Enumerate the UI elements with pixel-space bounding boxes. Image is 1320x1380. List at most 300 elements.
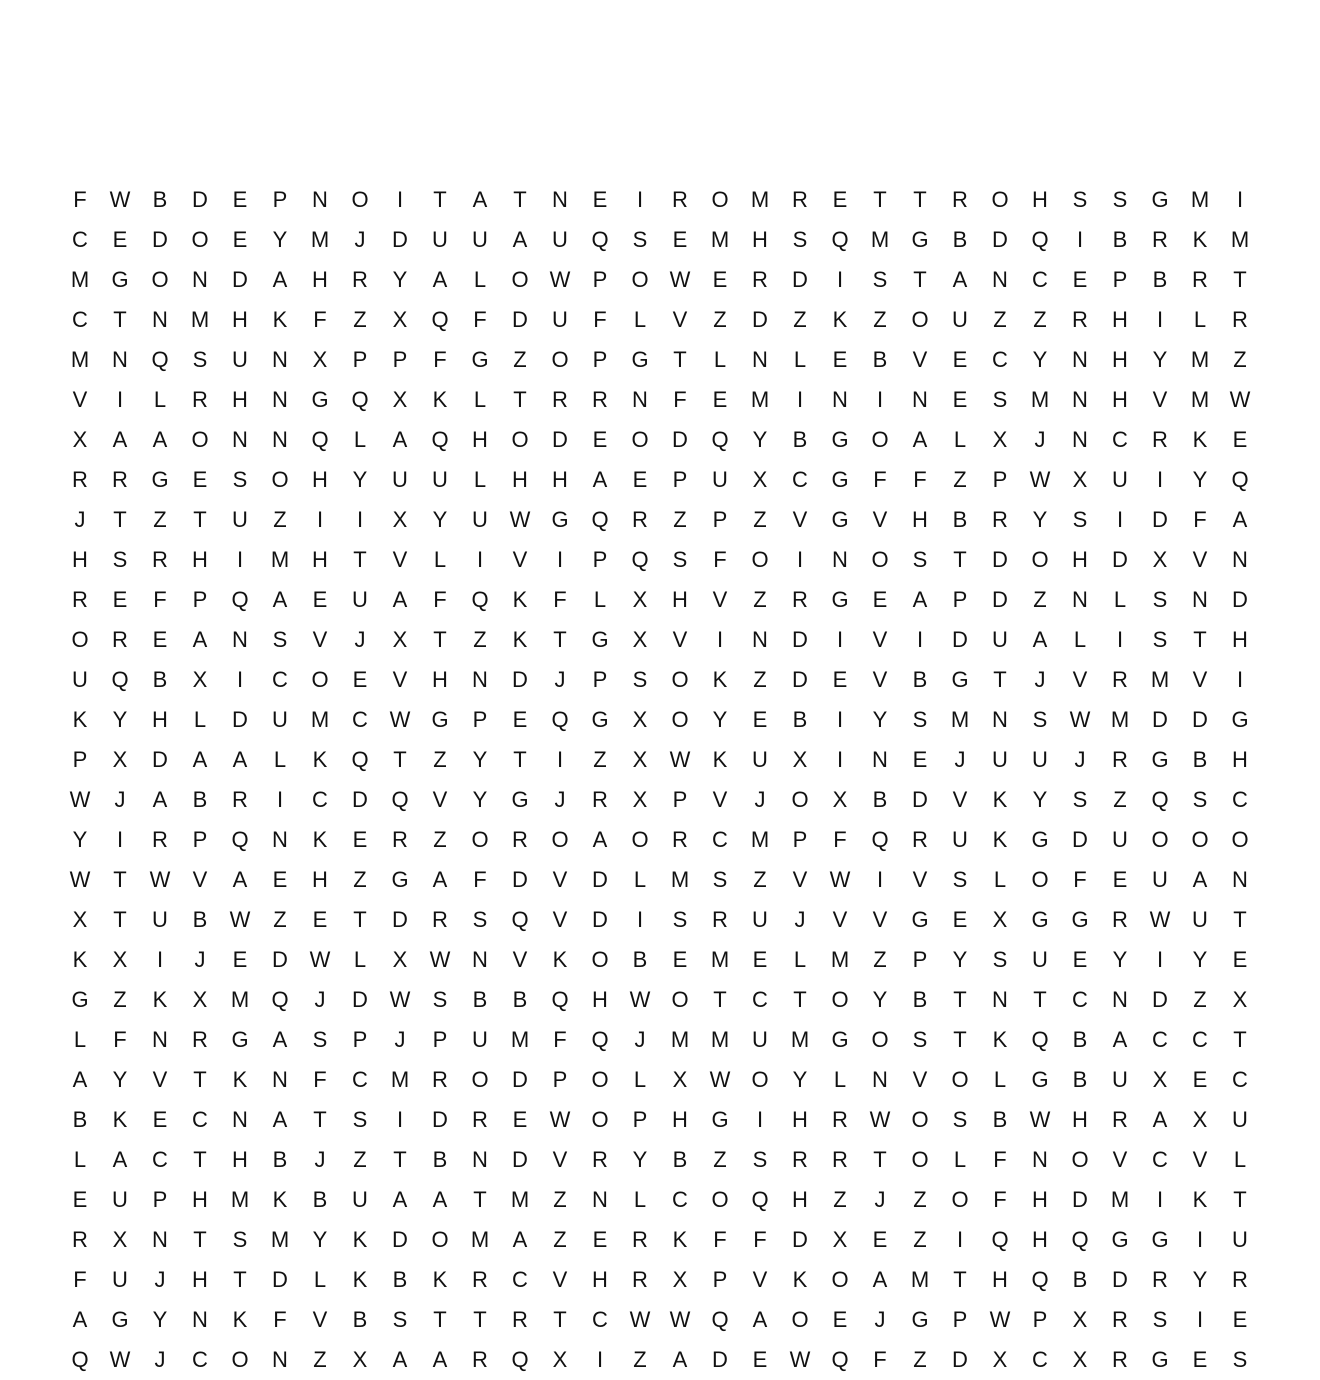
letter-cell[interactable]: R — [1192, 267, 1208, 292]
letter-cell[interactable]: L — [1193, 307, 1207, 332]
letter-cell[interactable]: G — [1231, 707, 1249, 732]
letter-cell[interactable]: O — [471, 1067, 489, 1092]
letter-cell[interactable]: L — [313, 1267, 327, 1292]
letter-cell[interactable]: W — [1069, 707, 1091, 732]
letter-cell[interactable]: H — [1232, 747, 1248, 772]
letter-cell[interactable]: Q — [711, 1307, 729, 1332]
letter-cell[interactable]: O — [871, 1027, 889, 1052]
letter-cell[interactable]: U — [992, 747, 1008, 772]
letter-cell[interactable]: H — [1072, 1107, 1088, 1132]
letter-cell[interactable]: V — [792, 867, 808, 892]
letter-cell[interactable]: R — [472, 1347, 488, 1372]
letter-cell[interactable]: A — [392, 587, 408, 612]
letter-cell[interactable]: N — [272, 347, 288, 372]
letter-cell[interactable]: E — [112, 227, 128, 252]
letter-cell[interactable]: I — [156, 947, 164, 972]
letter-cell[interactable]: N — [152, 1027, 168, 1052]
letter-cell[interactable]: N — [192, 1307, 208, 1332]
letter-cell[interactable]: N — [992, 707, 1008, 732]
letter-cell[interactable]: P — [592, 267, 608, 292]
letter-cell[interactable]: R — [512, 1307, 528, 1332]
letter-cell[interactable]: E — [712, 267, 728, 292]
letter-cell[interactable]: G — [391, 867, 409, 892]
letter-cell[interactable]: Z — [1193, 987, 1207, 1012]
letter-cell[interactable]: T — [433, 187, 447, 212]
letter-cell[interactable]: K — [512, 627, 528, 652]
letter-cell[interactable]: M — [870, 227, 890, 252]
letter-cell[interactable]: N — [752, 347, 768, 372]
letter-cell[interactable]: J — [554, 787, 566, 812]
letter-cell[interactable]: C — [752, 987, 768, 1012]
letter-cell[interactable]: V — [872, 507, 888, 532]
letter-cell[interactable]: J — [394, 1027, 406, 1052]
letter-cell[interactable]: T — [673, 347, 687, 372]
letter-cell[interactable]: P — [192, 827, 208, 852]
letter-cell[interactable]: G — [631, 347, 649, 372]
letter-cell[interactable]: B — [912, 987, 928, 1012]
letter-cell[interactable]: O — [671, 667, 689, 692]
letter-cell[interactable]: H — [312, 547, 328, 572]
letter-cell[interactable]: X — [1232, 987, 1248, 1012]
letter-cell[interactable]: F — [993, 1187, 1007, 1212]
letter-cell[interactable]: P — [952, 587, 968, 612]
letter-cell[interactable]: N — [992, 987, 1008, 1012]
letter-cell[interactable]: F — [73, 187, 87, 212]
letter-cell[interactable]: O — [831, 987, 849, 1012]
letter-cell[interactable]: D — [1072, 827, 1088, 852]
letter-cell[interactable]: V — [792, 507, 808, 532]
letter-cell[interactable]: N — [272, 427, 288, 452]
letter-cell[interactable]: Z — [913, 1347, 927, 1372]
letter-cell[interactable]: Q — [551, 707, 569, 732]
letter-cell[interactable]: B — [952, 227, 968, 252]
letter-cell[interactable]: S — [952, 867, 968, 892]
letter-cell[interactable]: F — [753, 1227, 767, 1252]
letter-cell[interactable]: J — [954, 747, 966, 772]
letter-cell[interactable]: J — [354, 227, 366, 252]
letter-cell[interactable]: P — [952, 1307, 968, 1332]
letter-cell[interactable]: O — [951, 1067, 969, 1092]
letter-cell[interactable]: D — [1192, 707, 1208, 732]
letter-cell[interactable]: C — [1192, 1027, 1208, 1052]
letter-cell[interactable]: M — [510, 1027, 530, 1052]
letter-cell[interactable]: O — [1231, 827, 1249, 852]
letter-cell[interactable]: A — [1152, 1107, 1168, 1132]
letter-cell[interactable]: P — [192, 587, 208, 612]
letter-cell[interactable]: I — [716, 627, 724, 652]
letter-cell[interactable]: A — [392, 1347, 408, 1372]
letter-cell[interactable]: D — [392, 1227, 408, 1252]
letter-cell[interactable]: Z — [433, 827, 447, 852]
letter-cell[interactable]: V — [912, 1067, 928, 1092]
letter-cell[interactable]: K — [1192, 227, 1208, 252]
letter-cell[interactable]: O — [911, 1147, 929, 1172]
letter-cell[interactable]: D — [992, 587, 1008, 612]
letter-cell[interactable]: S — [1192, 787, 1208, 812]
letter-cell[interactable]: L — [473, 467, 487, 492]
letter-cell[interactable]: X — [392, 627, 408, 652]
letter-cell[interactable]: N — [592, 1187, 608, 1212]
letter-cell[interactable]: D — [792, 1227, 808, 1252]
letter-cell[interactable]: Q — [1031, 1267, 1049, 1292]
letter-cell[interactable]: Y — [392, 267, 408, 292]
letter-cell[interactable]: D — [352, 787, 368, 812]
letter-cell[interactable]: E — [672, 227, 688, 252]
letter-cell[interactable]: A — [192, 747, 208, 772]
letter-cell[interactable]: Q — [991, 1227, 1009, 1252]
letter-cell[interactable]: X — [632, 707, 648, 732]
letter-cell[interactable]: U — [1112, 467, 1128, 492]
letter-cell[interactable]: R — [832, 1147, 848, 1172]
letter-cell[interactable]: D — [752, 307, 768, 332]
letter-cell[interactable]: T — [113, 507, 127, 532]
letter-cell[interactable]: K — [232, 1067, 248, 1092]
letter-cell[interactable]: H — [912, 507, 928, 532]
letter-cell[interactable]: I — [1236, 187, 1244, 212]
letter-cell[interactable]: V — [832, 907, 848, 932]
letter-cell[interactable]: E — [1192, 1067, 1208, 1092]
letter-cell[interactable]: U — [472, 507, 488, 532]
letter-cell[interactable]: K — [992, 1027, 1008, 1052]
letter-cell[interactable]: J — [154, 1267, 166, 1292]
letter-cell[interactable]: X — [112, 1227, 128, 1252]
letter-cell[interactable]: C — [1032, 1347, 1048, 1372]
letter-cell[interactable]: M — [1230, 227, 1250, 252]
letter-cell[interactable]: F — [73, 1267, 87, 1292]
letter-cell[interactable]: K — [152, 987, 168, 1012]
letter-cell[interactable]: E — [632, 467, 648, 492]
letter-cell[interactable]: J — [634, 1027, 646, 1052]
letter-cell[interactable]: N — [832, 547, 848, 572]
letter-cell[interactable]: S — [1232, 1347, 1248, 1372]
letter-cell[interactable]: V — [152, 1067, 168, 1092]
letter-cell[interactable]: K — [992, 787, 1008, 812]
letter-cell[interactable]: M — [910, 1267, 930, 1292]
letter-cell[interactable]: K — [432, 387, 448, 412]
letter-cell[interactable]: Q — [591, 507, 609, 532]
letter-cell[interactable]: X — [112, 947, 128, 972]
letter-cell[interactable]: K — [1192, 427, 1208, 452]
letter-cell[interactable]: I — [396, 187, 404, 212]
letter-cell[interactable]: L — [273, 747, 287, 772]
letter-cell[interactable]: S — [232, 467, 248, 492]
letter-cell[interactable]: I — [1156, 947, 1164, 972]
letter-cell[interactable]: Y — [72, 827, 88, 852]
letter-cell[interactable]: X — [392, 307, 408, 332]
letter-cell[interactable]: M — [710, 227, 730, 252]
letter-cell[interactable]: Y — [1192, 1267, 1208, 1292]
letter-cell[interactable]: T — [553, 1307, 567, 1332]
letter-cell[interactable]: Q — [71, 1347, 89, 1372]
letter-cell[interactable]: O — [1071, 1147, 1089, 1172]
letter-cell[interactable]: O — [1031, 867, 1049, 892]
letter-cell[interactable]: B — [312, 1187, 328, 1212]
letter-cell[interactable]: D — [512, 867, 528, 892]
letter-cell[interactable]: U — [1032, 747, 1048, 772]
letter-cell[interactable]: P — [672, 467, 688, 492]
letter-cell[interactable]: E — [832, 667, 848, 692]
letter-cell[interactable]: O — [751, 547, 769, 572]
letter-cell[interactable]: Z — [713, 1147, 727, 1172]
letter-cell[interactable]: M — [510, 1187, 530, 1212]
letter-cell[interactable]: Q — [1231, 467, 1249, 492]
letter-cell[interactable]: E — [712, 387, 728, 412]
letter-cell[interactable]: E — [1192, 1347, 1208, 1372]
letter-cell[interactable]: G — [831, 507, 849, 532]
letter-cell[interactable]: H — [792, 1187, 808, 1212]
letter-cell[interactable]: I — [556, 747, 564, 772]
letter-cell[interactable]: C — [72, 307, 88, 332]
letter-cell[interactable]: I — [1076, 227, 1084, 252]
letter-cell[interactable]: Q — [871, 827, 889, 852]
letter-cell[interactable]: A — [112, 1147, 128, 1172]
letter-cell[interactable]: O — [271, 467, 289, 492]
letter-cell[interactable]: G — [231, 1027, 249, 1052]
letter-cell[interactable]: H — [232, 307, 248, 332]
letter-cell[interactable]: L — [633, 1187, 647, 1212]
letter-cell[interactable]: J — [314, 987, 326, 1012]
letter-cell[interactable]: U — [752, 747, 768, 772]
letter-cell[interactable]: G — [591, 707, 609, 732]
letter-cell[interactable]: P — [592, 667, 608, 692]
letter-cell[interactable]: S — [712, 867, 728, 892]
letter-cell[interactable]: Y — [312, 1227, 328, 1252]
letter-cell[interactable]: Y — [352, 467, 368, 492]
letter-cell[interactable]: X — [1192, 1107, 1208, 1132]
letter-cell[interactable]: N — [872, 1067, 888, 1092]
letter-cell[interactable]: D — [192, 187, 208, 212]
letter-cell[interactable]: H — [792, 1107, 808, 1132]
letter-cell[interactable]: T — [353, 907, 367, 932]
letter-cell[interactable]: T — [873, 1147, 887, 1172]
letter-cell[interactable]: E — [912, 747, 928, 772]
letter-cell[interactable]: U — [72, 667, 88, 692]
letter-cell[interactable]: P — [1112, 267, 1128, 292]
letter-cell[interactable]: H — [312, 267, 328, 292]
letter-cell[interactable]: W — [509, 507, 531, 532]
letter-cell[interactable]: N — [1192, 587, 1208, 612]
letter-cell[interactable]: X — [1072, 467, 1088, 492]
letter-cell[interactable]: L — [1233, 1147, 1247, 1172]
letter-cell[interactable]: P — [1032, 1307, 1048, 1332]
letter-cell[interactable]: D — [1112, 547, 1128, 572]
letter-cell[interactable]: X — [112, 747, 128, 772]
letter-cell[interactable]: Y — [872, 707, 888, 732]
letter-cell[interactable]: S — [672, 907, 688, 932]
letter-cell[interactable]: M — [670, 867, 690, 892]
letter-cell[interactable]: G — [911, 907, 929, 932]
letter-cell[interactable]: A — [232, 747, 248, 772]
letter-cell[interactable]: D — [552, 427, 568, 452]
letter-cell[interactable]: I — [836, 627, 844, 652]
letter-cell[interactable]: Z — [913, 1227, 927, 1252]
letter-cell[interactable]: U — [352, 1187, 368, 1212]
letter-cell[interactable]: Q — [351, 747, 369, 772]
letter-cell[interactable]: O — [191, 227, 209, 252]
letter-cell[interactable]: V — [1152, 387, 1168, 412]
letter-cell[interactable]: A — [432, 1347, 448, 1372]
letter-cell[interactable]: M — [710, 1027, 730, 1052]
letter-cell[interactable]: L — [73, 1147, 87, 1172]
letter-cell[interactable]: X — [672, 1267, 688, 1292]
letter-cell[interactable]: V — [392, 547, 408, 572]
letter-cell[interactable]: T — [353, 547, 367, 572]
letter-cell[interactable]: Y — [712, 707, 728, 732]
letter-cell[interactable]: T — [433, 627, 447, 652]
letter-cell[interactable]: V — [912, 867, 928, 892]
letter-cell[interactable]: E — [272, 867, 288, 892]
letter-cell[interactable]: Q — [511, 1347, 529, 1372]
letter-cell[interactable]: G — [111, 1307, 129, 1332]
letter-cell[interactable]: B — [1072, 1267, 1088, 1292]
letter-cell[interactable]: B — [152, 667, 168, 692]
letter-cell[interactable]: C — [1072, 987, 1088, 1012]
letter-cell[interactable]: B — [1112, 227, 1128, 252]
letter-cell[interactable]: R — [992, 507, 1008, 532]
letter-cell[interactable]: D — [512, 307, 528, 332]
letter-cell[interactable]: S — [912, 707, 928, 732]
letter-cell[interactable]: B — [1072, 1027, 1088, 1052]
letter-cell[interactable]: M — [470, 1227, 490, 1252]
letter-cell[interactable]: Z — [473, 627, 487, 652]
letter-cell[interactable]: R — [912, 827, 928, 852]
letter-cell[interactable]: O — [711, 1187, 729, 1212]
letter-cell[interactable]: P — [912, 947, 928, 972]
letter-cell[interactable]: P — [272, 187, 288, 212]
letter-cell[interactable]: C — [152, 1147, 168, 1172]
letter-cell[interactable]: R — [1232, 1267, 1248, 1292]
letter-cell[interactable]: C — [1232, 787, 1248, 812]
letter-cell[interactable]: S — [472, 907, 488, 932]
letter-cell[interactable]: C — [1112, 427, 1128, 452]
letter-cell[interactable]: R — [1112, 907, 1128, 932]
letter-cell[interactable]: L — [713, 347, 727, 372]
letter-cell[interactable]: D — [792, 667, 808, 692]
letter-cell[interactable]: C — [192, 1347, 208, 1372]
letter-cell[interactable]: O — [591, 947, 609, 972]
letter-cell[interactable]: H — [1032, 1187, 1048, 1212]
letter-cell[interactable]: Q — [1031, 227, 1049, 252]
letter-cell[interactable]: X — [192, 987, 208, 1012]
letter-cell[interactable]: Y — [1112, 947, 1128, 972]
letter-cell[interactable]: M — [750, 827, 770, 852]
letter-cell[interactable]: Q — [351, 387, 369, 412]
letter-cell[interactable]: W — [989, 1307, 1011, 1332]
letter-cell[interactable]: K — [112, 1107, 128, 1132]
letter-cell[interactable]: M — [310, 227, 330, 252]
letter-cell[interactable]: O — [511, 427, 529, 452]
letter-cell[interactable]: S — [392, 1307, 408, 1332]
letter-cell[interactable]: N — [752, 627, 768, 652]
letter-cell[interactable]: Q — [231, 587, 249, 612]
letter-cell[interactable]: R — [472, 1267, 488, 1292]
letter-cell[interactable]: Y — [1032, 347, 1048, 372]
letter-cell[interactable]: O — [631, 427, 649, 452]
letter-cell[interactable]: E — [832, 187, 848, 212]
letter-cell[interactable]: V — [312, 627, 328, 652]
letter-cell[interactable]: E — [872, 587, 888, 612]
letter-cell[interactable]: K — [272, 307, 288, 332]
letter-cell[interactable]: R — [592, 787, 608, 812]
letter-cell[interactable]: V — [432, 787, 448, 812]
letter-cell[interactable]: J — [1034, 667, 1046, 692]
letter-cell[interactable]: K — [992, 827, 1008, 852]
letter-cell[interactable]: F — [673, 387, 687, 412]
letter-cell[interactable]: Z — [113, 987, 127, 1012]
letter-cell[interactable]: G — [1151, 747, 1169, 772]
letter-cell[interactable]: X — [632, 787, 648, 812]
letter-cell[interactable]: G — [551, 507, 569, 532]
letter-cell[interactable]: U — [112, 1187, 128, 1212]
letter-cell[interactable]: W — [109, 187, 131, 212]
letter-cell[interactable]: T — [113, 907, 127, 932]
letter-cell[interactable]: E — [1072, 267, 1088, 292]
letter-cell[interactable]: S — [872, 267, 888, 292]
letter-cell[interactable]: W — [549, 267, 571, 292]
letter-cell[interactable]: H — [192, 1187, 208, 1212]
letter-cell[interactable]: N — [1072, 347, 1088, 372]
letter-cell[interactable]: Q — [1031, 1027, 1049, 1052]
letter-cell[interactable]: R — [1112, 667, 1128, 692]
letter-cell[interactable]: B — [952, 507, 968, 532]
letter-cell[interactable]: Z — [753, 587, 767, 612]
letter-cell[interactable]: C — [272, 667, 288, 692]
letter-cell[interactable]: K — [352, 1267, 368, 1292]
letter-cell[interactable]: N — [1072, 387, 1088, 412]
letter-cell[interactable]: E — [152, 627, 168, 652]
letter-cell[interactable]: S — [112, 547, 128, 572]
letter-cell[interactable]: U — [1232, 1227, 1248, 1252]
letter-cell[interactable]: R — [832, 1107, 848, 1132]
letter-cell[interactable]: O — [431, 1227, 449, 1252]
letter-cell[interactable]: B — [392, 1267, 408, 1292]
letter-cell[interactable]: K — [832, 307, 848, 332]
letter-cell[interactable]: R — [152, 547, 168, 572]
letter-cell[interactable]: E — [872, 1227, 888, 1252]
letter-cell[interactable]: S — [232, 1227, 248, 1252]
letter-cell[interactable]: L — [993, 1067, 1007, 1092]
letter-cell[interactable]: O — [351, 187, 369, 212]
letter-cell[interactable]: Q — [231, 827, 249, 852]
letter-cell[interactable]: P — [592, 347, 608, 372]
letter-cell[interactable]: M — [1030, 387, 1050, 412]
letter-cell[interactable]: Z — [793, 307, 807, 332]
letter-cell[interactable]: X — [992, 427, 1008, 452]
letter-cell[interactable]: R — [712, 907, 728, 932]
letter-cell[interactable]: B — [912, 667, 928, 692]
letter-cell[interactable]: D — [432, 1107, 448, 1132]
letter-cell[interactable]: A — [1232, 507, 1248, 532]
letter-cell[interactable]: T — [513, 387, 527, 412]
letter-cell[interactable]: L — [793, 347, 807, 372]
letter-cell[interactable]: R — [432, 907, 448, 932]
letter-cell[interactable]: U — [432, 227, 448, 252]
letter-cell[interactable]: G — [1031, 1067, 1049, 1092]
letter-cell[interactable]: B — [992, 1107, 1008, 1132]
letter-cell[interactable]: S — [952, 1107, 968, 1132]
letter-cell[interactable]: T — [113, 307, 127, 332]
letter-cell[interactable]: R — [512, 827, 528, 852]
letter-cell[interactable]: J — [154, 1347, 166, 1372]
letter-cell[interactable]: J — [874, 1187, 886, 1212]
letter-cell[interactable]: E — [352, 827, 368, 852]
letter-cell[interactable]: N — [832, 387, 848, 412]
letter-cell[interactable]: X — [832, 787, 848, 812]
letter-cell[interactable]: T — [393, 1147, 407, 1172]
letter-cell[interactable]: O — [471, 827, 489, 852]
letter-cell[interactable]: R — [192, 1027, 208, 1052]
letter-cell[interactable]: C — [592, 1307, 608, 1332]
